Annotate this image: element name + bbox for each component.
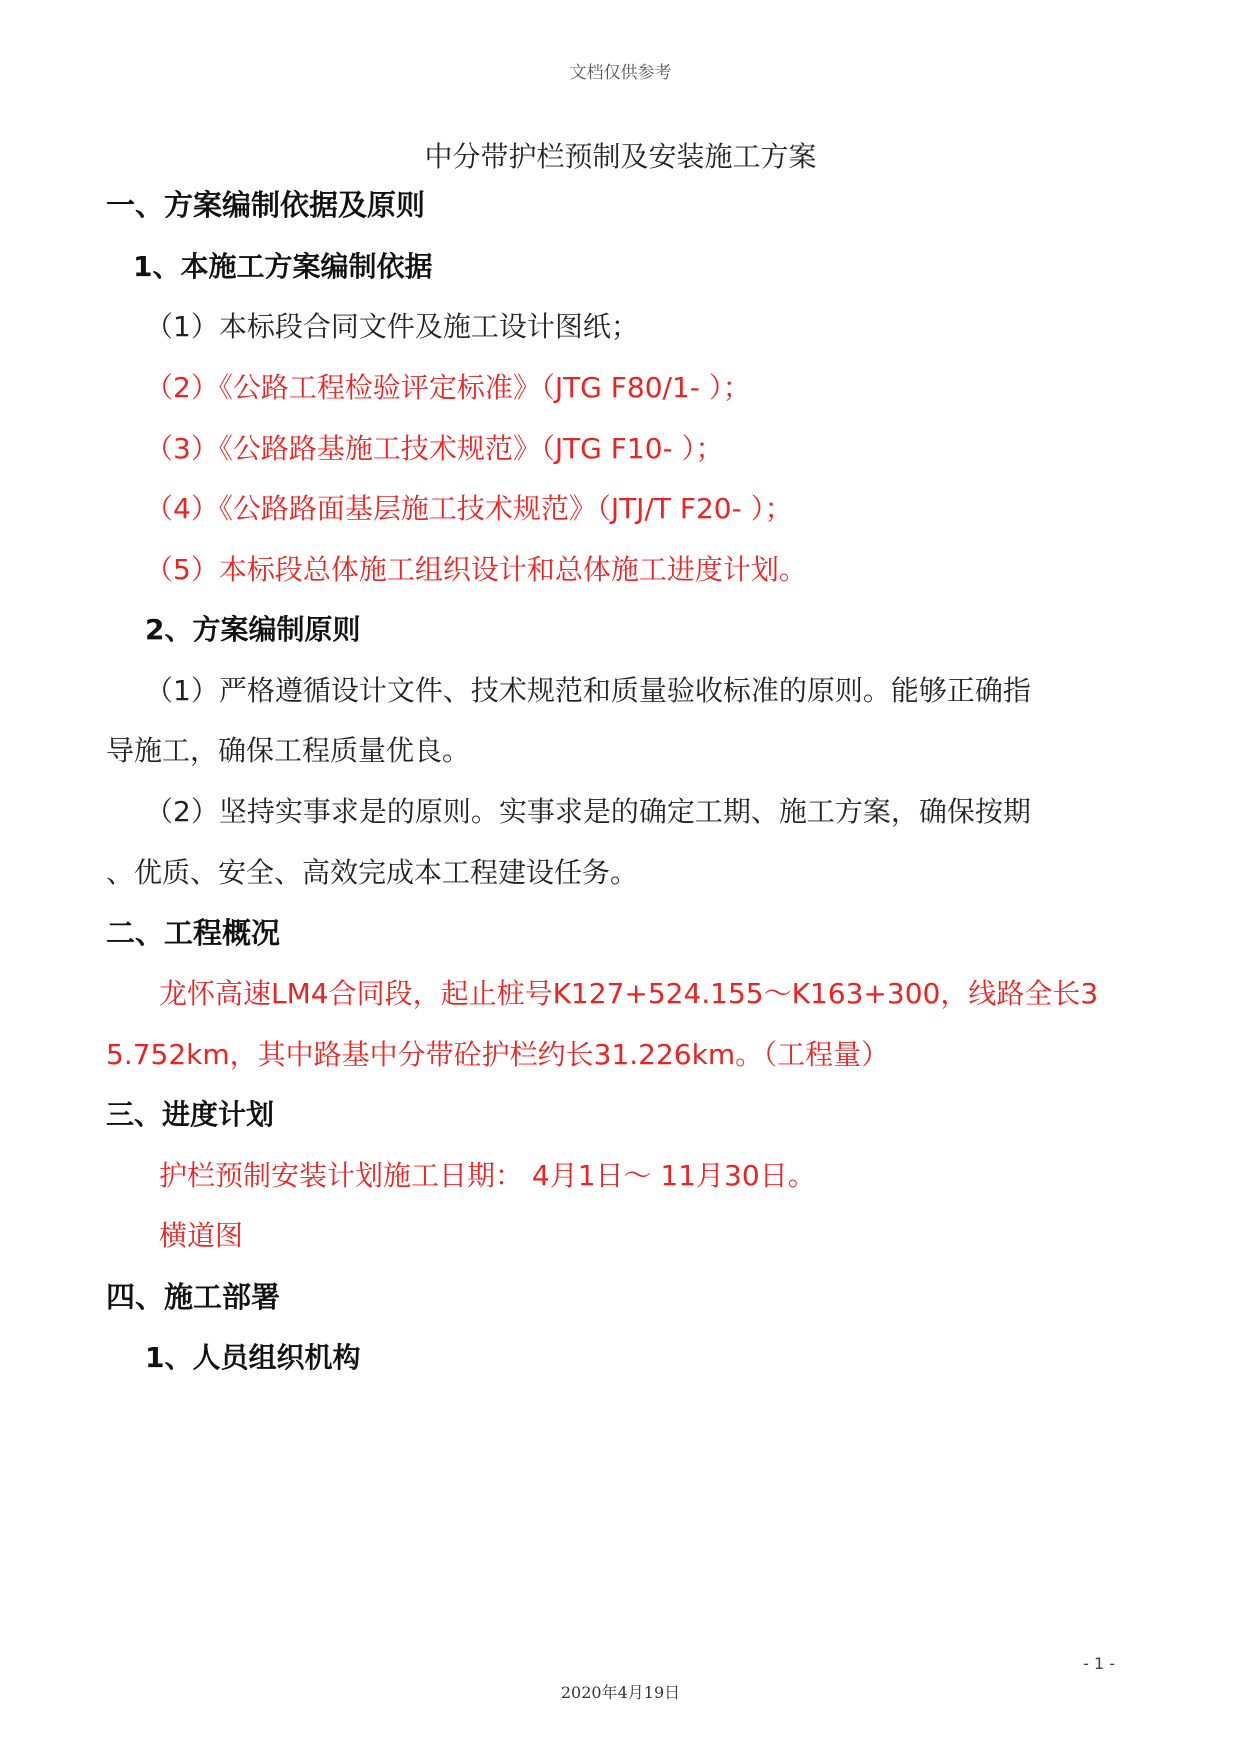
page-number: - 1 - xyxy=(1083,1654,1115,1673)
principle-item-1-line-1: （1）严格遵循设计文件、技术规范和质量验收标准的原则。能够正确指 xyxy=(145,674,1031,707)
principle-item-2-line-1: （2）坚持实事求是的原则。实事求是的确定工期、施工方案，确保按期 xyxy=(145,795,1031,828)
section-1-subheading-1: 1、本施工方案编制依据 xyxy=(133,250,433,283)
schedule-gantt-label: 横道图 xyxy=(159,1219,244,1252)
principle-item-1-line-2: 导施工，确保工程质量优良。 xyxy=(106,734,471,767)
project-overview-line-2: 5.752km，其中路基中分带砼护栏约长31.226km。（工程量） xyxy=(106,1038,890,1071)
basis-item-3: （3）《公路路基施工技术规范》（JTG F10- ）； xyxy=(145,432,724,465)
section-3-heading: 三、进度计划 xyxy=(106,1098,275,1131)
section-1-heading: 一、方案编制依据及原则 xyxy=(106,188,426,222)
section-4-subheading-1: 1、人员组织机构 xyxy=(145,1341,361,1374)
basis-item-1: （1）本标段合同文件及施工设计图纸； xyxy=(145,310,639,343)
document-title: 中分带护栏预制及安装施工方案 xyxy=(424,140,817,173)
schedule-dates: 护栏预制安装计划施工日期： 4月1日～ 11月30日。 xyxy=(159,1159,816,1192)
project-overview-line-1: 龙怀高速LM4合同段，起止桩号K127+524.155～K163+300，线路全长3 xyxy=(159,977,1099,1010)
basis-item-5: （5）本标段总体施工组织设计和总体施工进度计划。 xyxy=(145,553,807,586)
header-note: 文档仅供参考 xyxy=(569,63,672,83)
footer-date: 2020年4月19日 xyxy=(560,1683,681,1702)
section-4-heading: 四、施工部署 xyxy=(106,1280,281,1314)
section-2-heading: 二、工程概况 xyxy=(106,916,281,950)
section-1-subheading-2: 2、方案编制原则 xyxy=(145,613,361,646)
basis-item-2: （2）《公路工程检验评定标准》（JTG F80/1- ）； xyxy=(145,371,751,404)
principle-item-2-line-2: 、优质、安全、高效完成本工程建设任务。 xyxy=(106,856,639,889)
basis-item-4: （4）《公路路面基层施工技术规范》（JTJ/T F20- ）； xyxy=(145,492,793,525)
